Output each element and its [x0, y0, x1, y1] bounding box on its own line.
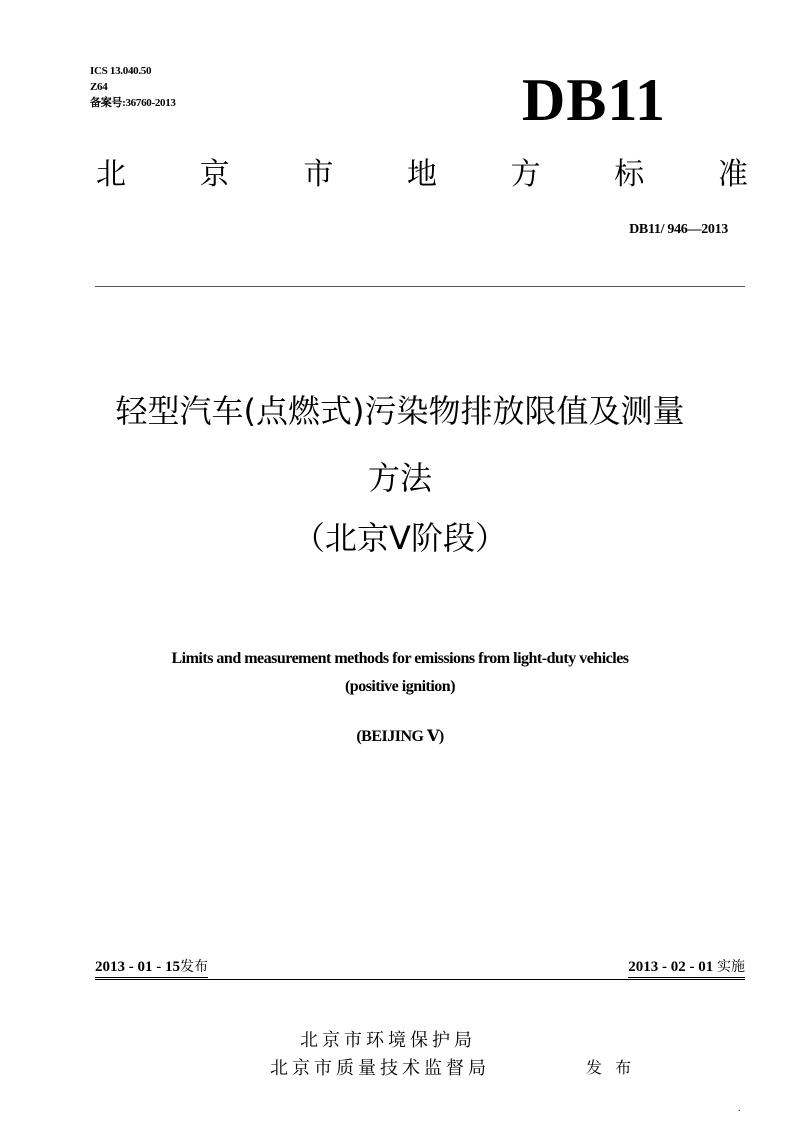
standard-type-char: 京: [199, 157, 230, 192]
class-code: Z64: [90, 81, 108, 93]
standard-type-char: 方: [510, 157, 541, 192]
implement-label: 实施: [717, 959, 745, 975]
date-underline: [95, 979, 745, 980]
english-title-line-3: (BEIJING Ⅴ): [356, 728, 444, 745]
publish-date: 2013 - 01 - 15: [95, 959, 180, 975]
issuer-org-2: 北京市质量技术监督局: [270, 1058, 490, 1079]
record-number: 备案号:36760-2013: [90, 97, 176, 109]
standard-type-char: 准: [717, 157, 748, 192]
english-title-line-2: (positive ignition): [344, 678, 456, 695]
standard-type-char: 地: [406, 157, 437, 192]
publish-label: 发布: [180, 959, 208, 975]
standard-type: [96, 157, 748, 192]
standard-type-char: 市: [303, 157, 334, 192]
implement-date-block: [628, 960, 745, 978]
standard-type-char: 标: [614, 157, 645, 192]
issuer-org-1: 北京市环境保护局: [300, 1030, 476, 1051]
db-code: DB11: [522, 67, 667, 133]
implement-date: 2013 - 02 - 01: [628, 959, 714, 975]
footer-mark: .: [738, 1103, 741, 1114]
title-line-1: 轻型汽车(点燃式)污染物排放限值及测量: [115, 392, 685, 430]
title-line-3: （北京Ⅴ阶段）: [293, 519, 507, 557]
header-divider: [95, 286, 745, 287]
english-title-line-1: Limits and measurement methods for emissions from light-duty vehicles: [171, 650, 629, 667]
standard-number: DB11/ 946—2013: [629, 222, 728, 237]
publish-date-block: [95, 960, 208, 978]
ics-code: ICS 13.040.50: [90, 65, 152, 77]
issue-action: 发 布: [586, 1058, 636, 1077]
title-line-2: 方法: [367, 459, 432, 497]
standard-type-char: 北: [96, 157, 126, 192]
